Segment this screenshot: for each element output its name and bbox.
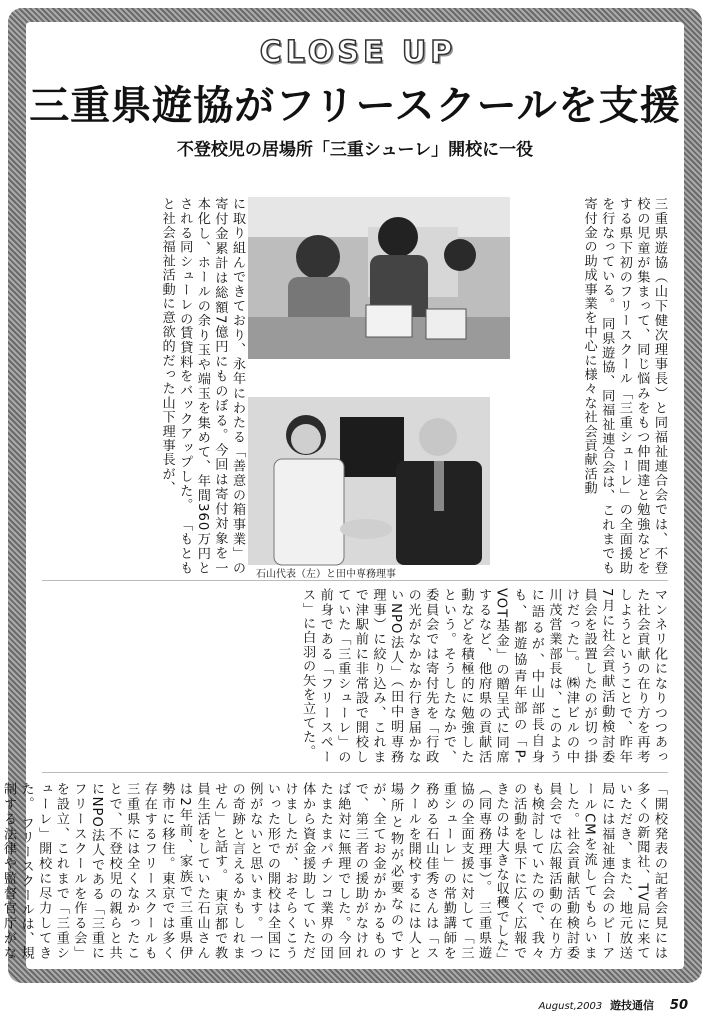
article-subheadline: 不登校児の居場所「三重シューレ」開校に一役 [176,140,534,160]
body-text-block-4: 「開校発表の記者会見には多くの新聞社、TV局に来ていただき、また、地元放送局には福祉連合会のピーアールCMを流してもらいました。社会貢献活動検討委員会では広報活動の在り方も検討していたので、我々の活動を県下に広く広報できたのは大きな収穫でした」（同専務理事）。 三重県遊協の全面支援に対して「三重シューレ」の常勤講師を務める石山佳秀さんは「スクールを開校するには人と場所と物が必要なのですが、全てお金がかかるもので、第三者の援助がなければ絶対に無理でした。今回たまたまパチンコ業界の団体から資金援助していただけましたが、おそらくこういった形での開校は全国に例がないと思います。一つの奇跡と言えるかもしれません」と話す。 東京都で教員生活をしていた石山さんは2年前、家族で三重県伊勢市に移住。東京では多く存在するフリースクールも三重県には全くなかったことで、不登校児の親らと共にNPO法人である「三重にフリースクールを作る会」を設立、これまで「三重シューレ」開校に尽力してきた。 フリースクールは、規制する法律や監督官庁がな [1,782,667,960]
column-divider [42,580,668,581]
body-text-block-2: に取り組んできており、永年にわたる「善意の箱事業」の寄付金累計は総額7億円にものぼる。今回は寄付対象を一本化し、ホールの余り玉や端玉を集めて、年間360万円とされる同シューレの賃貸料をバックアップした。 「もともと社会福祉活動に意欲的だった山下理事長が、 [159,197,245,575]
page-number: 50 [669,998,688,1013]
magazine-name: 遊技通信 [610,999,655,1012]
photo-caption: 石山代表（左）と田中専務理事 [256,569,396,580]
article-page [1,22,684,969]
issue-date: August,2003 [538,1001,603,1012]
body-text-block-3: マンネリ化になりつつあった社会貢献の在り方を再考しようということで、昨年7月に社会貢献活動検討委員会を設置したのが切っ掛けだった」。 ㈱津ビルの中川茂営業部長は、このように語るが、中山部長自身も、都遊協青年部の「P-VOT基金」の贈呈式に同席するなど、他府県の貢献活動などを積極的に勉強したという。そうしたなかで、委員会では寄付先を「行政の光がなかなか行き届かないNPO法人」（田中明専務理事）に絞り込み、これまで津駅前に非常設で開校していた「三重シューレ」の前身である「フリースペース」に白羽の矢を立てた。 [300,588,667,764]
photo-handshake [248,397,490,565]
article-headline: 三重県遊協がフリースクールを支援 [29,83,681,129]
column-divider [42,772,668,773]
photo-children-at-computers [248,197,510,359]
photo-children-illustration [248,197,510,359]
corner-tag: CLOSE UP [259,35,457,70]
photo-handshake-illustration [248,397,490,565]
body-text-block-1: 三重県遊協（山下健次理事長）と同福祉連合会では、不登校の児童が集まって、同じ悩みをもつ仲間達と勉強などをする県下初のフリースクール「三重シューレ」の全面援助を行なっている。 同県遊協、同福祉連合会は、これまでも寄付金の助成事業を中心に様々な社会貢献活動 [581,197,667,575]
page-footer [539,998,688,1015]
